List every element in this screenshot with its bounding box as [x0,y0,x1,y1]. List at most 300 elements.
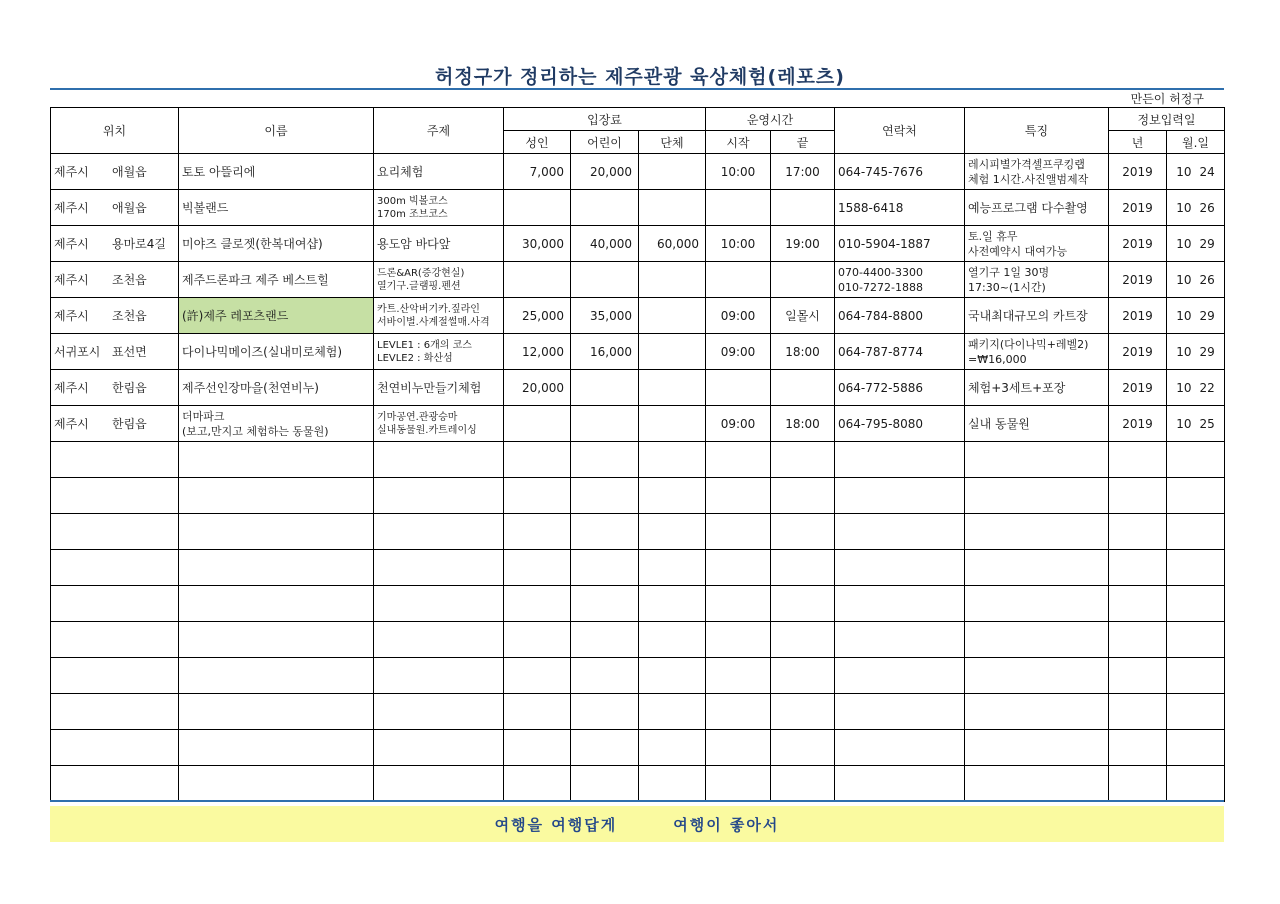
header-theme: 주제 [374,108,504,154]
row-contact-line: 010-5904-1887 [838,236,931,251]
row-fee-adult: 7,000 [504,154,571,190]
row-contact-line: 070-4400-3300 [838,265,923,279]
row-name-line: 제주드론파크 제주 베스트힐 [182,273,329,287]
empty-row [51,766,1225,802]
row-fee-group [639,334,706,370]
location-city: 제주시 [54,237,89,251]
row-contact-line: 010-7272-1888 [838,280,923,294]
day: 29 [1199,236,1215,251]
row-end: 18:00 [771,334,835,370]
empty-cell [771,658,835,694]
row-fee-group [639,298,706,334]
empty-cell [51,514,179,550]
month: 10 [1176,164,1192,179]
row-name [179,262,374,298]
header-hours: 운영시간 [706,108,835,131]
empty-row [51,622,1225,658]
location-town: 조천읍 [112,309,147,323]
row-feature-line: 체험+3세트+포장 [968,381,1066,395]
empty-cell [571,550,639,586]
header-fee-child: 어린이 [571,131,639,154]
row-contact [835,190,965,226]
table-row [51,190,1225,226]
header-contact: 연락처 [835,108,965,154]
location-city: 제주시 [54,165,89,179]
row-theme-line: 기마공연.관광승마 [377,411,458,423]
empty-cell [51,478,179,514]
row-year: 2019 [1109,298,1167,334]
row-monthday [1167,262,1225,298]
row-feature [965,406,1109,442]
row-theme [374,262,504,298]
empty-cell [639,658,706,694]
header-hours-end: 끝 [771,131,835,154]
table-row [51,370,1225,406]
location-town: 조천읍 [112,273,147,287]
empty-cell [835,694,965,730]
row-theme-line: 드론&AR(증강현실) [377,267,465,279]
empty-cell [965,622,1109,658]
row-fee-group [639,406,706,442]
row-feature-line: 17:30~(1시간) [968,280,1046,294]
location-city: 제주시 [54,201,89,215]
empty-cell [835,730,965,766]
table-row [51,298,1225,334]
empty-cell [639,730,706,766]
empty-cell [504,730,571,766]
row-fee-adult [504,262,571,298]
row-theme [374,190,504,226]
day: 26 [1199,272,1215,287]
empty-cell [374,622,504,658]
row-theme [374,406,504,442]
empty-cell [835,586,965,622]
empty-cell [571,442,639,478]
month: 10 [1176,200,1192,215]
empty-cell [504,694,571,730]
empty-cell [1167,550,1225,586]
row-location [51,190,179,226]
empty-cell [1167,622,1225,658]
row-start: 09:00 [706,298,771,334]
row-contact [835,406,965,442]
row-end: 18:00 [771,406,835,442]
title-rule [50,88,1224,90]
empty-cell [771,514,835,550]
empty-cell [1109,586,1167,622]
row-feature [965,190,1109,226]
empty-cell [706,658,771,694]
row-fee-adult [504,190,571,226]
row-feature-line: 실내 동물원 [968,417,1030,431]
row-contact-line: 064-795-8080 [838,416,924,431]
empty-cell [835,550,965,586]
header-fee-group: 단체 [639,131,706,154]
row-feature-line: 레시피별가격셀프쿠킹랩 [968,157,1085,171]
empty-cell [51,622,179,658]
row-end [771,190,835,226]
empty-cell [771,766,835,802]
empty-row [51,550,1225,586]
row-theme [374,334,504,370]
empty-cell [771,622,835,658]
empty-row [51,514,1225,550]
header-info-monthday: 월.일 [1167,131,1225,154]
table-row [51,226,1225,262]
footer-banner [50,806,1224,842]
empty-cell [706,442,771,478]
row-theme [374,226,504,262]
row-year: 2019 [1109,190,1167,226]
empty-cell [965,514,1109,550]
row-name [179,298,374,334]
row-fee-group [639,262,706,298]
row-name-line: (許)제주 레포츠랜드 [182,309,289,323]
row-fee-child [571,190,639,226]
empty-row [51,694,1225,730]
row-monthday [1167,226,1225,262]
table-row [51,262,1225,298]
empty-cell [51,766,179,802]
location-town: 한림읍 [112,381,147,395]
empty-cell [835,442,965,478]
empty-cell [51,694,179,730]
empty-cell [179,586,374,622]
row-feature-line: 패키지(다이나믹+레벨2) [968,337,1089,351]
empty-cell [571,622,639,658]
empty-cell [965,766,1109,802]
empty-cell [504,622,571,658]
row-year: 2019 [1109,406,1167,442]
empty-cell [771,550,835,586]
day: 24 [1199,164,1215,179]
row-theme-line: 서바이벌.사계절썰매.사격 [377,316,490,328]
row-fee-group [639,190,706,226]
row-start [706,370,771,406]
row-theme-line: 천연비누만들기체험 [377,381,482,395]
row-end: 19:00 [771,226,835,262]
empty-cell [374,478,504,514]
empty-row [51,730,1225,766]
table-row [51,406,1225,442]
row-contact-line: 064-787-8774 [838,344,924,359]
empty-cell [374,586,504,622]
header-hours-start: 시작 [706,131,771,154]
location-city: 제주시 [54,417,89,431]
empty-cell [1109,442,1167,478]
empty-cell [835,514,965,550]
empty-cell [1167,514,1225,550]
empty-cell [965,730,1109,766]
empty-cell [179,730,374,766]
empty-cell [571,658,639,694]
row-end: 17:00 [771,154,835,190]
empty-cell [1167,442,1225,478]
row-theme-line: 용도암 바다앞 [377,237,451,251]
row-fee-adult: 12,000 [504,334,571,370]
month: 10 [1176,308,1192,323]
empty-cell [706,694,771,730]
footer-slogan-right: 여행이 좋아서 [673,816,780,834]
row-contact-line: 064-745-7676 [838,164,924,179]
page-title: 허정구가 정리하는 제주관광 육상체험(레포츠) [435,66,845,88]
empty-cell [1109,658,1167,694]
experience-table [50,107,1225,802]
empty-cell [639,442,706,478]
row-location [51,298,179,334]
empty-cell [504,514,571,550]
header-fee-adult: 성인 [504,131,571,154]
row-contact-line: 1588-6418 [838,200,904,215]
empty-cell [374,514,504,550]
month: 10 [1176,272,1192,287]
location-town: 애월읍 [112,165,147,179]
row-monthday [1167,370,1225,406]
row-feature-line: 국내최대규모의 카트장 [968,309,1088,323]
empty-row [51,478,1225,514]
row-contact [835,154,965,190]
empty-cell [51,586,179,622]
empty-cell [374,766,504,802]
row-fee-adult: 20,000 [504,370,571,406]
empty-cell [639,514,706,550]
empty-cell [504,658,571,694]
empty-cell [1109,622,1167,658]
empty-row [51,442,1225,478]
row-location [51,334,179,370]
row-theme-line: LEVLE1 : 6개의 코스 [377,339,472,351]
row-year: 2019 [1109,334,1167,370]
row-fee-child: 40,000 [571,226,639,262]
empty-cell [571,766,639,802]
empty-cell [771,586,835,622]
row-name [179,154,374,190]
empty-cell [639,694,706,730]
row-feature-line: 체험 1시간.사진앨범제작 [968,172,1089,186]
row-name-line: (보고,만지고 체험하는 동물원) [182,424,329,438]
empty-cell [504,766,571,802]
empty-cell [1167,586,1225,622]
empty-cell [504,442,571,478]
row-location [51,262,179,298]
row-feature-line: 사전예약시 대여가능 [968,244,1068,258]
empty-row [51,586,1225,622]
day: 26 [1199,200,1215,215]
row-fee-group [639,370,706,406]
row-name [179,406,374,442]
location-town: 용마로4길 [112,237,167,251]
empty-cell [1167,730,1225,766]
row-name-line: 미야즈 클로젯(한복대여샵) [182,237,323,251]
row-theme-line: 카트.산악버기카.짚라인 [377,303,480,315]
empty-cell [639,586,706,622]
row-year: 2019 [1109,226,1167,262]
empty-cell [374,730,504,766]
empty-cell [51,658,179,694]
row-fee-group [639,154,706,190]
row-monthday [1167,190,1225,226]
row-fee-adult: 25,000 [504,298,571,334]
empty-cell [51,442,179,478]
empty-cell [179,550,374,586]
month: 10 [1176,416,1192,431]
row-theme [374,298,504,334]
row-fee-child: 16,000 [571,334,639,370]
footer-slogan-left: 여행을 여행답게 [494,816,618,834]
row-name [179,334,374,370]
row-name-line: 제주선인장마을(천연비누) [182,381,319,395]
row-start: 10:00 [706,226,771,262]
row-fee-adult: 30,000 [504,226,571,262]
header-fee: 입장료 [504,108,706,131]
empty-cell [1109,694,1167,730]
location-town: 표선면 [112,345,147,359]
empty-row [51,658,1225,694]
header-feature: 특징 [965,108,1109,154]
empty-cell [571,730,639,766]
empty-cell [179,694,374,730]
empty-cell [771,730,835,766]
empty-cell [706,622,771,658]
empty-cell [835,622,965,658]
row-year: 2019 [1109,154,1167,190]
empty-cell [504,586,571,622]
empty-cell [1109,478,1167,514]
empty-cell [835,766,965,802]
empty-cell [179,514,374,550]
empty-cell [374,442,504,478]
empty-cell [179,622,374,658]
bottom-rule [50,800,1224,802]
row-monthday [1167,334,1225,370]
empty-cell [1109,766,1167,802]
row-feature [965,334,1109,370]
empty-cell [179,766,374,802]
empty-cell [965,442,1109,478]
row-contact-line: 064-772-5886 [838,380,924,395]
empty-cell [374,550,504,586]
empty-cell [639,622,706,658]
row-theme-line: 실내동물원.카트레이싱 [377,424,477,436]
row-theme-line: 300m 빅볼코스 [377,195,448,207]
row-name [179,190,374,226]
row-monthday [1167,154,1225,190]
row-theme-line: 열기구.글램핑.펜션 [377,280,461,292]
row-fee-group: 60,000 [639,226,706,262]
row-feature-line: =₩16,000 [968,352,1027,366]
empty-cell [965,694,1109,730]
location-city: 제주시 [54,273,89,287]
row-end [771,370,835,406]
location-city: 제주시 [54,309,89,323]
table-row [51,334,1225,370]
month: 10 [1176,380,1192,395]
row-contact [835,226,965,262]
empty-cell [179,658,374,694]
row-feature-line: 예능프로그램 다수촬영 [968,201,1088,215]
empty-cell [706,766,771,802]
empty-cell [771,694,835,730]
row-theme [374,370,504,406]
empty-cell [374,694,504,730]
day: 25 [1199,416,1215,431]
row-theme [374,154,504,190]
row-feature-line: 열기구 1일 30명 [968,265,1050,279]
row-feature [965,370,1109,406]
empty-cell [1167,478,1225,514]
row-monthday [1167,406,1225,442]
empty-cell [51,730,179,766]
empty-cell [835,478,965,514]
empty-cell [504,550,571,586]
month: 10 [1176,236,1192,251]
row-feature [965,298,1109,334]
empty-cell [639,766,706,802]
row-contact [835,298,965,334]
location-city: 제주시 [54,381,89,395]
row-name-line: 더마파크 [182,409,225,423]
empty-cell [639,478,706,514]
header-location: 위치 [51,108,179,154]
row-location [51,406,179,442]
author-label: 만든이 허정구 [1130,92,1204,106]
row-location [51,370,179,406]
row-location [51,154,179,190]
row-theme-line: 요리체험 [377,165,424,179]
empty-cell [771,442,835,478]
empty-cell [1109,730,1167,766]
row-theme-line: 170m 조브코스 [377,208,448,220]
row-start [706,262,771,298]
location-city: 서귀포시 [54,345,101,359]
empty-cell [504,478,571,514]
empty-cell [965,586,1109,622]
month: 10 [1176,344,1192,359]
row-year: 2019 [1109,370,1167,406]
empty-cell [1167,766,1225,802]
day: 22 [1199,380,1215,395]
row-start: 10:00 [706,154,771,190]
row-name-line: 토토 아뜰리에 [182,165,256,179]
empty-cell [835,658,965,694]
row-start [706,190,771,226]
empty-cell [374,658,504,694]
empty-cell [1167,658,1225,694]
empty-cell [965,478,1109,514]
row-contact [835,262,965,298]
footer-slogan [50,814,1224,835]
empty-cell [706,586,771,622]
table-body [51,154,1225,802]
row-feature-line: 토.일 휴무 [968,229,1018,243]
row-contact [835,334,965,370]
empty-cell [706,730,771,766]
row-year: 2019 [1109,262,1167,298]
row-fee-child: 20,000 [571,154,639,190]
empty-cell [1109,514,1167,550]
empty-cell [965,550,1109,586]
row-start: 09:00 [706,406,771,442]
row-name-line: 다이나믹메이즈(실내미로체험) [182,345,343,359]
row-fee-child [571,262,639,298]
empty-cell [179,442,374,478]
empty-cell [51,550,179,586]
row-feature [965,154,1109,190]
row-end: 일몰시 [771,298,835,334]
empty-cell [1109,550,1167,586]
empty-cell [965,658,1109,694]
row-contact-line: 064-784-8800 [838,308,924,323]
